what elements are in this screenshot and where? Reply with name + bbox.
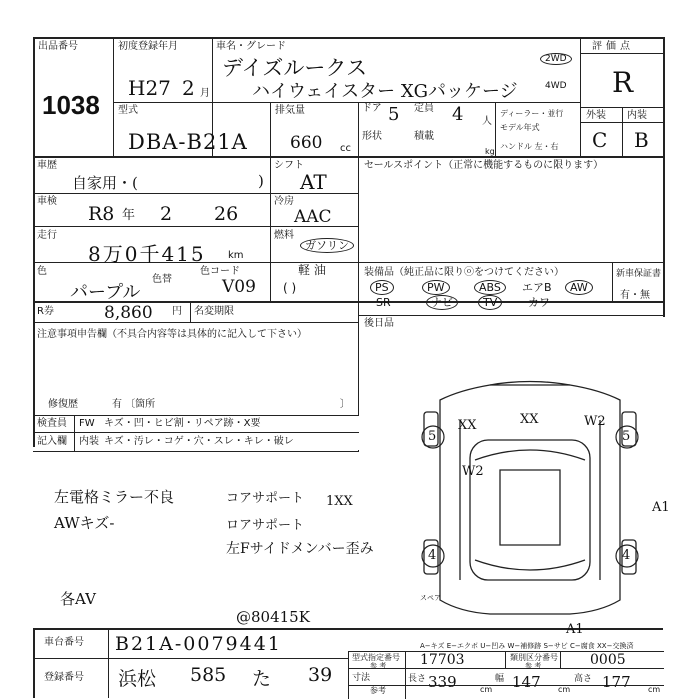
- damage-mark-4: W2: [584, 414, 606, 429]
- note-av: 各AV: [60, 590, 96, 608]
- load-label: 積載: [414, 131, 434, 142]
- history-close: ): [258, 172, 264, 190]
- interior-check-label: 内装: [79, 436, 99, 447]
- fw-items: キズ・凹・ヒビ割・リペア跡・X要: [104, 418, 261, 429]
- equipment-tv: TV: [478, 297, 502, 309]
- damage-mark-5: 5: [428, 429, 437, 444]
- note-xx: 1XX: [326, 494, 353, 509]
- plate-label: 登録番号: [44, 672, 84, 683]
- plate-region: 浜松: [118, 668, 157, 690]
- height-label: 高さ: [574, 674, 593, 684]
- equipment-sr: SR: [376, 296, 391, 309]
- repair-history-label: 修復歴: [48, 399, 78, 410]
- entry-label: 記入欄: [37, 436, 67, 447]
- note-odometer: @80415K: [236, 608, 310, 626]
- note-side-member: 左Fサイドメンバー歪み: [226, 541, 374, 557]
- car-name: デイズルークス: [222, 56, 368, 80]
- damage-mark-9: A1: [652, 500, 670, 515]
- recycle-label: R券: [37, 306, 54, 317]
- mileage-label: 走行: [37, 230, 57, 241]
- length-unit: cm: [480, 685, 493, 694]
- exterior-grade: C: [592, 128, 608, 152]
- size-label: 寸法: [352, 673, 371, 683]
- model-year-label: モデル年式: [500, 123, 540, 132]
- inspection-month: 2: [160, 203, 173, 225]
- note-lower-support: ロアサポート: [226, 518, 305, 533]
- plate-kana: た: [252, 668, 272, 690]
- fw-label: FW: [79, 418, 95, 429]
- load-unit: kg: [485, 147, 495, 156]
- registration-year: H27: [128, 76, 171, 100]
- registration-month: 2: [182, 76, 195, 100]
- month-unit: 月: [200, 88, 210, 99]
- note-core-support: コアサポート: [226, 491, 305, 506]
- fuel-diesel: 軽 油: [298, 263, 326, 277]
- equipment-navi: ナビ: [426, 297, 458, 309]
- plate-number: 39: [308, 664, 333, 686]
- color-value: パープル: [70, 282, 141, 303]
- equipment-ps: PS: [370, 282, 394, 294]
- damage-mark-2: XX: [520, 412, 539, 427]
- displacement: 660: [290, 133, 323, 153]
- chassis-label: 車台番号: [44, 637, 84, 648]
- score-label: 評価点: [592, 41, 634, 52]
- warranty-label: 新車保証書: [616, 269, 662, 279]
- inspection-label: 車検: [37, 196, 57, 207]
- sales-point-title: セールスポイント（正常に機能するものに限ります）: [364, 160, 604, 171]
- capacity: 4: [452, 104, 464, 125]
- fuel-gasoline: ガソリン: [300, 240, 354, 252]
- ac-value: AAC: [294, 207, 332, 227]
- shape-label: 形状: [362, 131, 382, 142]
- class-sub: 参 考: [525, 662, 542, 670]
- damage-mark-7: 4: [428, 548, 437, 563]
- equipment-airbag: エアB: [522, 281, 552, 294]
- history-value: 自家用・(: [72, 174, 138, 192]
- doors: 5: [388, 104, 400, 125]
- damage-mark-6: 5: [622, 429, 631, 444]
- inspection-day: 26: [214, 203, 239, 225]
- inspector-label: 検査員: [37, 418, 67, 429]
- note-aw: AWキズ-: [54, 514, 115, 532]
- remarks-label: 注意事項申告欄（不具合内容等は具体的に記入して下さい）: [37, 329, 307, 340]
- color-change-label: 色替: [152, 274, 172, 285]
- fuel-label: 燃料: [274, 230, 294, 241]
- history-label: 車歴: [37, 160, 57, 171]
- type-spec-value: 17703: [420, 652, 465, 668]
- equipment-pw: PW: [422, 282, 450, 294]
- ac-label: 冷房: [274, 196, 294, 207]
- recycle-value: 8,860: [104, 303, 153, 323]
- spare-label: スペア: [420, 594, 441, 602]
- model-code: DBA-B21A: [128, 130, 248, 154]
- interior-grade: B: [634, 128, 649, 152]
- interior-label: 内装: [627, 110, 647, 121]
- shift-label: シフト: [274, 160, 304, 171]
- dealer-label: ディーラー・並行: [500, 109, 564, 118]
- mileage-value: 8万0千415: [88, 242, 206, 266]
- displacement-label: 排気量: [275, 105, 305, 116]
- score-value: R: [612, 66, 634, 99]
- type-spec-label: 型式指定番号: [352, 653, 400, 662]
- inspection-era: R8: [88, 203, 115, 225]
- name-change-label: 名変期限: [194, 306, 234, 317]
- height-value: 177: [602, 673, 631, 691]
- repair-history-value: 有 〔箇所: [112, 399, 156, 410]
- class-value: 0005: [590, 652, 626, 668]
- width-unit: cm: [558, 685, 571, 694]
- length-value: 339: [428, 673, 457, 691]
- displacement-unit: cc: [340, 143, 351, 154]
- lot-number-label: 出品番号: [38, 41, 78, 52]
- class-label: 類別区分番号: [510, 653, 558, 662]
- door-label: ドア: [362, 103, 382, 114]
- shift-value: AT: [300, 170, 327, 194]
- damage-mark-3: W2: [462, 464, 484, 479]
- damage-mark-10: A1: [566, 622, 584, 637]
- year-unit: 年: [122, 208, 136, 223]
- handle-label: ハンドル 左・右: [500, 142, 559, 151]
- model-label: 型式: [118, 105, 138, 116]
- mileage-unit: km: [228, 250, 244, 261]
- repair-history-close: 〕: [340, 399, 350, 410]
- capacity-label: 定員: [414, 103, 434, 114]
- color-code: V09: [222, 277, 256, 297]
- damage-mark-1: XX: [458, 418, 477, 433]
- drive-2wd: 2WD: [540, 53, 572, 65]
- chassis-number: B21A-0079441: [115, 633, 282, 655]
- equipment-leather: カワ: [528, 296, 550, 309]
- spare-items-label: 後日品: [364, 318, 394, 329]
- car-name-label: 車名・グレード: [216, 41, 286, 52]
- note-mirror: 左電格ミラー不良: [54, 488, 175, 506]
- color-label: 色: [37, 266, 47, 277]
- width-label: 幅: [495, 674, 505, 684]
- fuel-other: ( ): [283, 281, 297, 295]
- equipment-aw: AW: [565, 282, 593, 294]
- width-value: 147: [512, 673, 541, 691]
- equipment-abs: ABS: [474, 282, 506, 294]
- first-registration-label: 初度登録年月: [118, 41, 178, 52]
- color-code-label: 色コード: [200, 266, 240, 277]
- equipment-title: 装備品（純正品に限りⓞをつけてください）: [364, 267, 564, 278]
- size-sub: 参考: [370, 686, 386, 695]
- interior-items: キズ・汚レ・コゲ・穴・スレ・キレ・破レ: [104, 436, 294, 447]
- damage-legend: A−キズ E−エクボ U−凹み W−補修跡 S−サビ C−腐食 XX−交換済: [420, 642, 634, 650]
- exterior-label: 外装: [586, 110, 606, 121]
- height-unit: cm: [648, 685, 661, 694]
- drive-4wd: 4WD: [545, 81, 567, 91]
- recycle-unit: 円: [172, 306, 182, 317]
- length-label: 長さ: [408, 674, 427, 684]
- capacity-unit: 人: [482, 116, 492, 127]
- damage-mark-8: 4: [622, 548, 631, 563]
- grade: ハイウェイスター XGパッケージ: [252, 81, 518, 102]
- lot-number: 1038: [42, 90, 100, 120]
- type-spec-sub: 参 考: [370, 662, 387, 670]
- warranty-value: 有・無: [620, 290, 650, 301]
- plate-class: 585: [190, 664, 227, 686]
